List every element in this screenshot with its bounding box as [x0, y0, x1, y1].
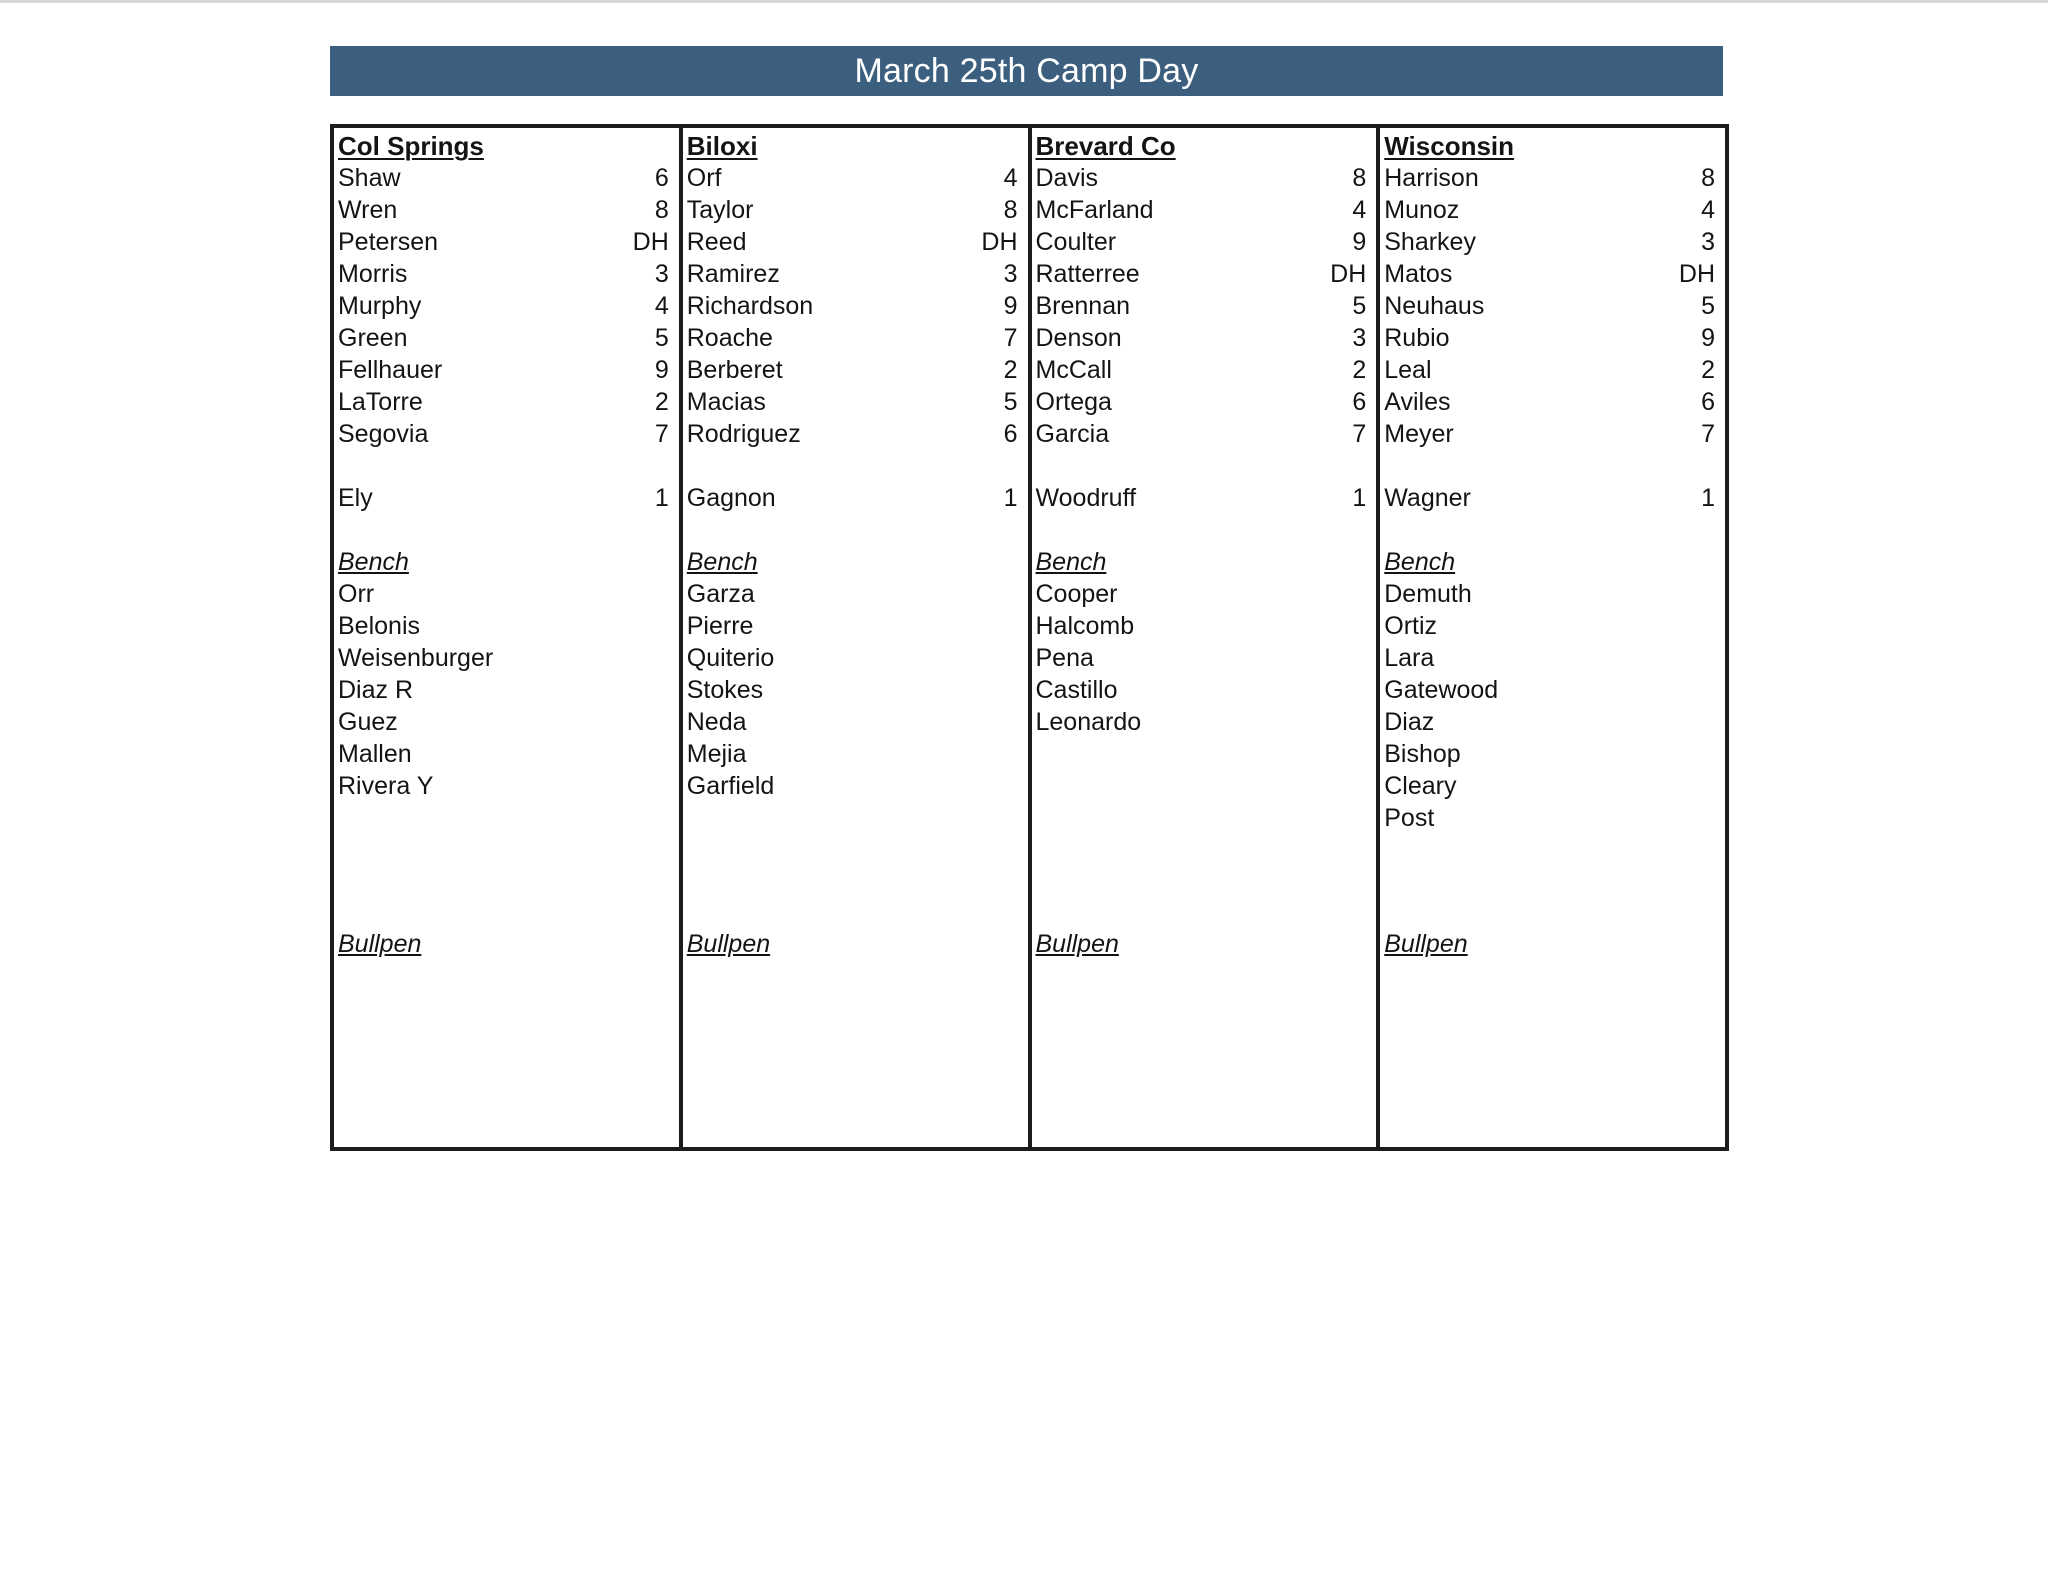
player-name: Orf — [686, 164, 722, 192]
lineup-row — [338, 162, 669, 194]
bench-player: Castillo — [1035, 676, 1118, 704]
lineup-row — [338, 290, 669, 322]
player-position: 3 — [1701, 228, 1715, 256]
lineup-row — [338, 194, 669, 226]
bench-player: Stokes — [686, 676, 764, 704]
bench-player: Halcomb — [1035, 612, 1135, 640]
bullpen-label: Bullpen — [686, 930, 771, 958]
player-position: 9 — [1352, 228, 1367, 256]
lineup-row — [687, 322, 1018, 354]
bench-player: Leonardo — [1035, 708, 1142, 736]
pitcher-position: 1 — [1701, 484, 1715, 512]
team-column — [683, 128, 1032, 1147]
player-position: 6 — [1701, 388, 1715, 416]
lineup-row — [1036, 386, 1367, 418]
player-position: 7 — [654, 420, 669, 448]
player-position: 8 — [1003, 196, 1018, 224]
bench-label: Bench — [338, 548, 409, 576]
player-name: Garcia — [1035, 420, 1110, 448]
player-position: 3 — [1352, 324, 1367, 352]
lineup-row — [1384, 162, 1715, 194]
team-column — [1380, 128, 1725, 1147]
bench-player: Garza — [686, 580, 755, 608]
lineup-row — [687, 290, 1018, 322]
lineup-row — [1036, 290, 1367, 322]
lineup-row — [687, 226, 1018, 258]
pitcher-position: 1 — [654, 484, 669, 512]
bench-player: Neda — [686, 708, 747, 736]
lineup-row — [687, 386, 1018, 418]
lineup-list — [687, 162, 1018, 450]
lineup-row — [1384, 258, 1715, 290]
player-name: LaTorre — [338, 388, 423, 416]
lineup-row — [1384, 290, 1715, 322]
team-name: Col Springs — [338, 131, 484, 161]
player-position: 9 — [1003, 292, 1018, 320]
bench-player: Guez — [338, 708, 398, 736]
player-position: 9 — [654, 356, 669, 384]
player-position: 5 — [1701, 292, 1715, 320]
player-position: 4 — [1352, 196, 1367, 224]
player-position: DH — [981, 228, 1018, 256]
lineup-row — [1036, 162, 1367, 194]
bench-player: Bishop — [1384, 740, 1461, 768]
team-name: Brevard Co — [1035, 131, 1176, 161]
player-name: Leal — [1384, 356, 1432, 384]
player-position: 5 — [1352, 292, 1367, 320]
lineup-list — [338, 162, 669, 450]
player-position: 3 — [1003, 260, 1018, 288]
bench-player: Pierre — [686, 612, 754, 640]
bench-list — [338, 578, 493, 802]
player-position: 7 — [1003, 324, 1018, 352]
bench-player: Cleary — [1384, 772, 1457, 800]
player-name: Reed — [686, 228, 747, 256]
player-position: 5 — [1003, 388, 1018, 416]
pitcher-position: 1 — [1003, 484, 1018, 512]
player-name: Murphy — [338, 292, 422, 320]
lineup-row — [338, 386, 669, 418]
player-name: Brennan — [1035, 292, 1131, 320]
lineup-row — [687, 354, 1018, 386]
bench-player: Gatewood — [1384, 676, 1499, 704]
player-name: Rubio — [1384, 324, 1450, 352]
player-position: DH — [1330, 260, 1367, 288]
player-position: 4 — [1701, 196, 1715, 224]
bullpen-label: Bullpen — [1035, 930, 1119, 958]
player-name: Petersen — [338, 228, 439, 256]
lineup-row — [1036, 226, 1367, 258]
bench-list — [687, 578, 775, 802]
bench-label: Bench — [686, 548, 758, 576]
lineup-row — [1036, 354, 1367, 386]
bench-player: Post — [1384, 804, 1435, 832]
bench-player: Diaz R — [338, 676, 414, 704]
lineup-row — [687, 258, 1018, 290]
player-position: 7 — [1352, 420, 1367, 448]
player-position: 2 — [1003, 356, 1018, 384]
lineup-list — [1036, 162, 1367, 450]
pitcher-name: Wagner — [1384, 484, 1471, 512]
player-name: Shaw — [338, 164, 401, 192]
player-name: Munoz — [1384, 196, 1460, 224]
scan-edge — [0, 0, 2048, 3]
team-name: Biloxi — [686, 131, 758, 161]
lineup-row — [687, 418, 1018, 450]
bullpen-label: Bullpen — [338, 930, 422, 958]
pitcher-name: Ely — [338, 484, 373, 512]
bench-player: Weisenburger — [338, 644, 494, 672]
lineup-row — [1036, 194, 1367, 226]
player-name: Richardson — [686, 292, 814, 320]
lineup-row — [1384, 418, 1715, 450]
bench-player: Diaz — [1384, 708, 1435, 736]
player-position: DH — [632, 228, 669, 256]
player-position: 6 — [1003, 420, 1018, 448]
pitcher-name: Gagnon — [686, 484, 776, 512]
player-position: 4 — [1003, 164, 1018, 192]
player-name: Ratterree — [1035, 260, 1140, 288]
bench-player: Lara — [1384, 644, 1435, 672]
bench-player: Mejia — [686, 740, 747, 768]
starting-pitcher-row — [687, 482, 1018, 514]
bench-player: Rivera Y — [338, 772, 434, 800]
player-name: Sharkey — [1384, 228, 1476, 256]
team-column — [334, 128, 683, 1147]
lineup-row — [338, 322, 669, 354]
page-title: March 25th Camp Day — [330, 46, 1723, 96]
player-name: Matos — [1384, 260, 1453, 288]
lineup-row — [687, 194, 1018, 226]
player-name: McFarland — [1035, 196, 1154, 224]
lineup-row — [1384, 354, 1715, 386]
player-position: 2 — [654, 388, 669, 416]
player-name: Harrison — [1384, 164, 1479, 192]
player-position: 6 — [1352, 388, 1367, 416]
player-name: Rodriguez — [686, 420, 801, 448]
lineup-row — [1384, 226, 1715, 258]
player-position: 2 — [1352, 356, 1367, 384]
player-position: 8 — [1701, 164, 1715, 192]
lineup-row — [1036, 258, 1367, 290]
player-name: Roache — [686, 324, 773, 352]
team-column — [1032, 128, 1381, 1147]
player-name: Green — [338, 324, 408, 352]
lineup-row — [338, 258, 669, 290]
player-name: Macias — [686, 388, 766, 416]
pitcher-name: Woodruff — [1035, 484, 1137, 512]
pitcher-position: 1 — [1352, 484, 1367, 512]
player-name: Coulter — [1035, 228, 1117, 256]
player-name: Denson — [1035, 324, 1122, 352]
lineup-row — [338, 354, 669, 386]
player-name: Neuhaus — [1384, 292, 1485, 320]
player-position: 4 — [654, 292, 669, 320]
starting-pitcher-row — [1036, 482, 1367, 514]
lineup-list — [1384, 162, 1715, 450]
starting-pitcher-row — [338, 482, 669, 514]
player-position: 8 — [1352, 164, 1367, 192]
player-name: Segovia — [338, 420, 429, 448]
roster-table — [330, 124, 1729, 1151]
player-position: 9 — [1701, 324, 1715, 352]
starting-pitcher-row — [1384, 482, 1715, 514]
lineup-row — [338, 418, 669, 450]
player-position: 6 — [654, 164, 669, 192]
player-name: Ortega — [1035, 388, 1112, 416]
bench-label: Bench — [1035, 548, 1107, 576]
bench-list — [1036, 578, 1142, 738]
bench-player: Belonis — [338, 612, 420, 640]
player-position: 7 — [1701, 420, 1715, 448]
lineup-row — [1384, 386, 1715, 418]
player-position: DH — [1678, 260, 1715, 288]
bullpen-label: Bullpen — [1384, 930, 1468, 958]
team-name: Wisconsin — [1384, 131, 1515, 161]
player-name: Berberet — [686, 356, 783, 384]
player-name: Davis — [1035, 164, 1099, 192]
bench-label: Bench — [1384, 548, 1456, 576]
player-position: 8 — [654, 196, 669, 224]
bench-player: Garfield — [686, 772, 775, 800]
player-name: Wren — [338, 196, 398, 224]
bench-list — [1384, 578, 1498, 834]
bench-player: Cooper — [1035, 580, 1118, 608]
player-position: 5 — [654, 324, 669, 352]
bench-player: Mallen — [338, 740, 412, 768]
player-name: Meyer — [1384, 420, 1454, 448]
player-name: Aviles — [1384, 388, 1451, 416]
lineup-row — [1036, 322, 1367, 354]
lineup-row — [687, 162, 1018, 194]
lineup-row — [1036, 418, 1367, 450]
player-name: McCall — [1035, 356, 1112, 384]
lineup-row — [1384, 322, 1715, 354]
player-name: Morris — [338, 260, 408, 288]
bench-player: Pena — [1035, 644, 1094, 672]
lineup-row — [1384, 194, 1715, 226]
player-position: 3 — [654, 260, 669, 288]
bench-player: Ortiz — [1384, 612, 1438, 640]
bench-player: Orr — [338, 580, 375, 608]
player-position: 2 — [1701, 356, 1715, 384]
bench-player: Demuth — [1384, 580, 1472, 608]
lineup-row — [338, 226, 669, 258]
player-name: Ramirez — [686, 260, 780, 288]
player-name: Taylor — [686, 196, 754, 224]
player-name: Fellhauer — [338, 356, 443, 384]
bench-player: Quiterio — [686, 644, 775, 672]
